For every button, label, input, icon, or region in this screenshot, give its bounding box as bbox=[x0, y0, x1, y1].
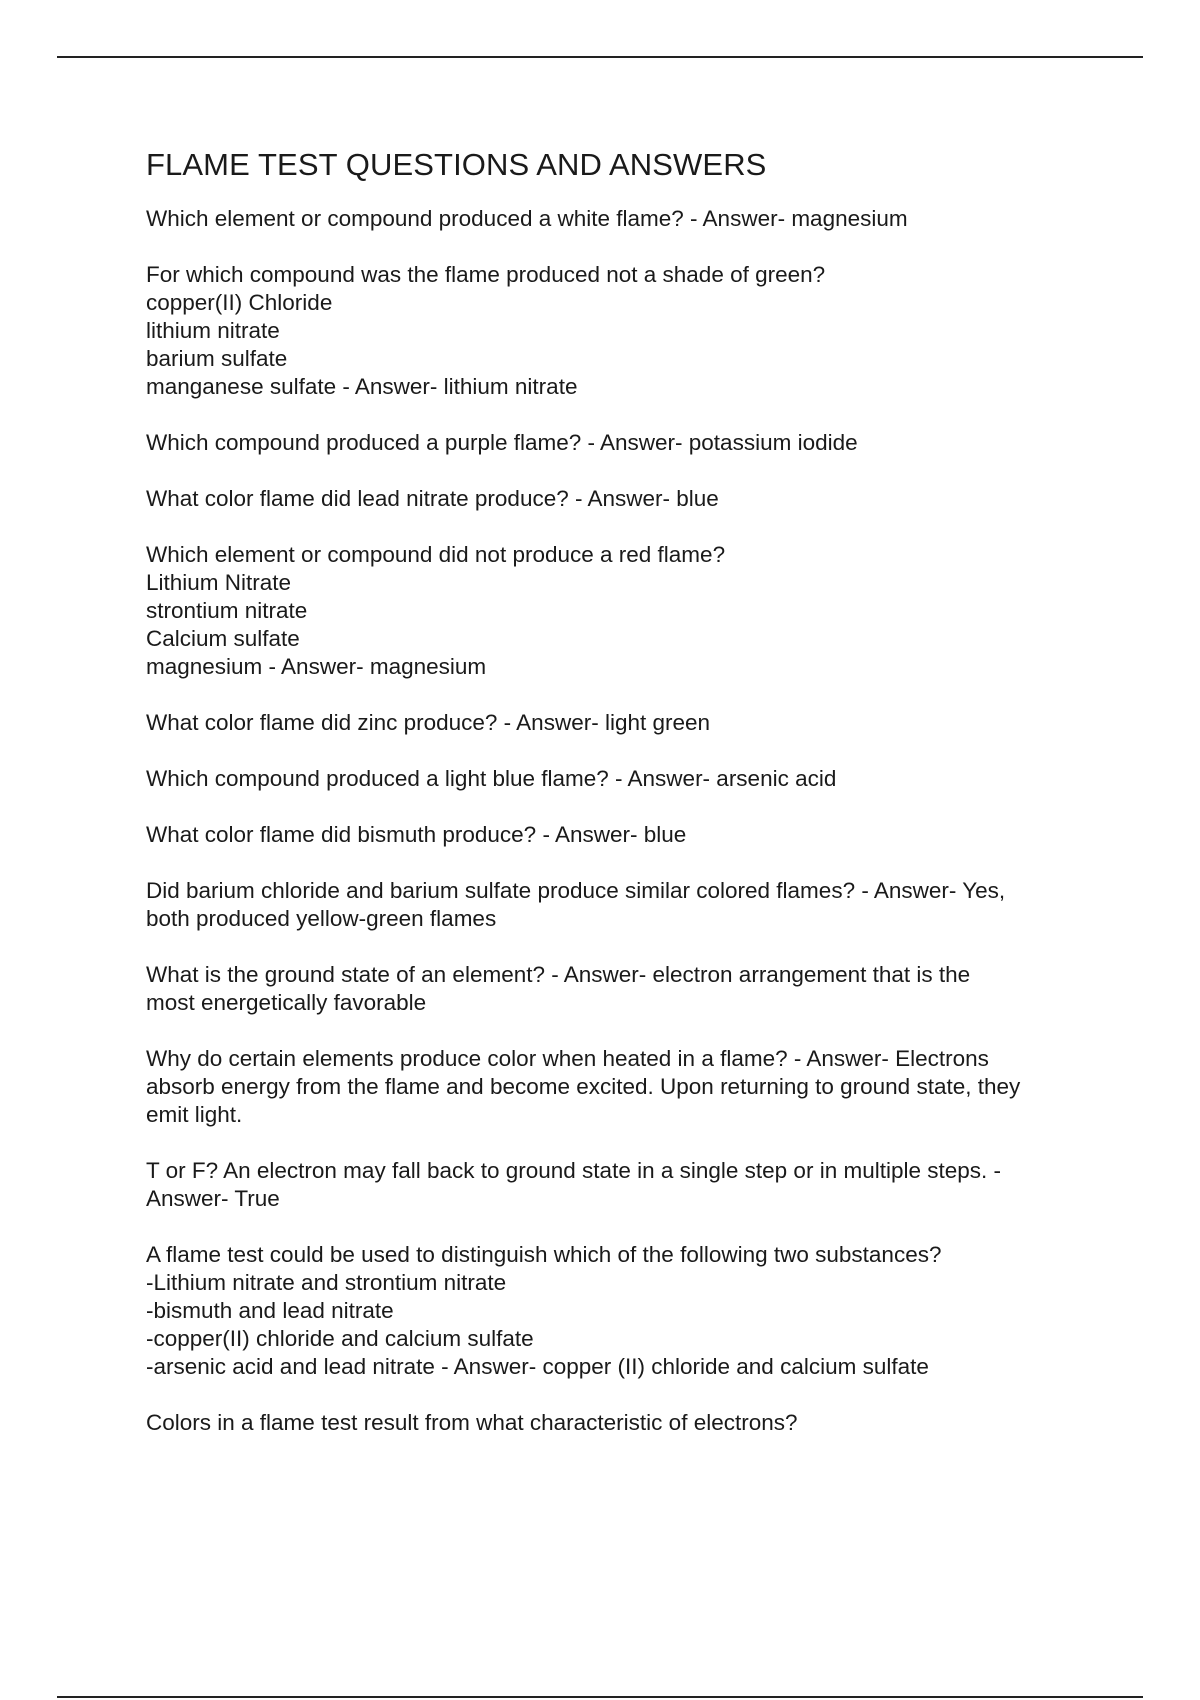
qa-item-8: What color flame did bismuth produce? - Answer- blue bbox=[146, 822, 687, 847]
qa-item-9: Did barium chloride and barium sulfate produce similar colored flames? - Answer- Yes, both produced yellow-green flames bbox=[146, 878, 1006, 931]
document-title: FLAME TEST QUESTIONS AND ANSWERS bbox=[146, 147, 767, 182]
qa-item-5: Which element or compound did not produce a red flame? Lithium Nitrate strontium nitrate Calcium sulfate magnesium - Answer- magnesium bbox=[146, 542, 726, 679]
qa-item-11: Why do certain elements produce color when heated in a flame? - Answer- Electrons absorb energy from the flame and become excited. Upon returning to ground state, they emit light. bbox=[146, 1046, 1021, 1127]
qa-item-4: What color flame did lead nitrate produce? - Answer- blue bbox=[146, 486, 719, 511]
top-divider bbox=[57, 56, 1143, 58]
qa-item-10: What is the ground state of an element? - Answer- electron arrangement that is the most energetically favorable bbox=[146, 962, 971, 1015]
qa-item-2: For which compound was the flame produced not a shade of green? copper(II) Chloride lithium nitrate barium sulfate manganese sulfate - Answer- lithium nitrate bbox=[146, 262, 826, 399]
qa-item-13: A flame test could be used to distinguish which of the following two substances? -Lithium nitrate and strontium nitrate -bismuth and lead nitrate -copper(II) chloride and calcium sulfate -arsenic acid and lead nitrate - Answer- copper (II) chloride and calcium sulfate bbox=[146, 1242, 942, 1379]
document-body bbox=[146, 145, 1096, 1465]
qa-item-12: T or F? An electron may fall back to ground state in a single step or in multiple steps. - Answer- True bbox=[146, 1158, 1002, 1211]
qa-item-6: What color flame did zinc produce? - Answer- light green bbox=[146, 710, 711, 735]
qa-list bbox=[146, 205, 1096, 1437]
qa-item-1: Which element or compound produced a white flame? - Answer- magnesium bbox=[146, 206, 908, 231]
bottom-divider bbox=[57, 1696, 1143, 1698]
qa-item-14: Colors in a flame test result from what characteristic of electrons? bbox=[146, 1410, 798, 1435]
qa-item-7: Which compound produced a light blue flame? - Answer- arsenic acid bbox=[146, 766, 837, 791]
qa-item-3: Which compound produced a purple flame? - Answer- potassium iodide bbox=[146, 430, 858, 455]
